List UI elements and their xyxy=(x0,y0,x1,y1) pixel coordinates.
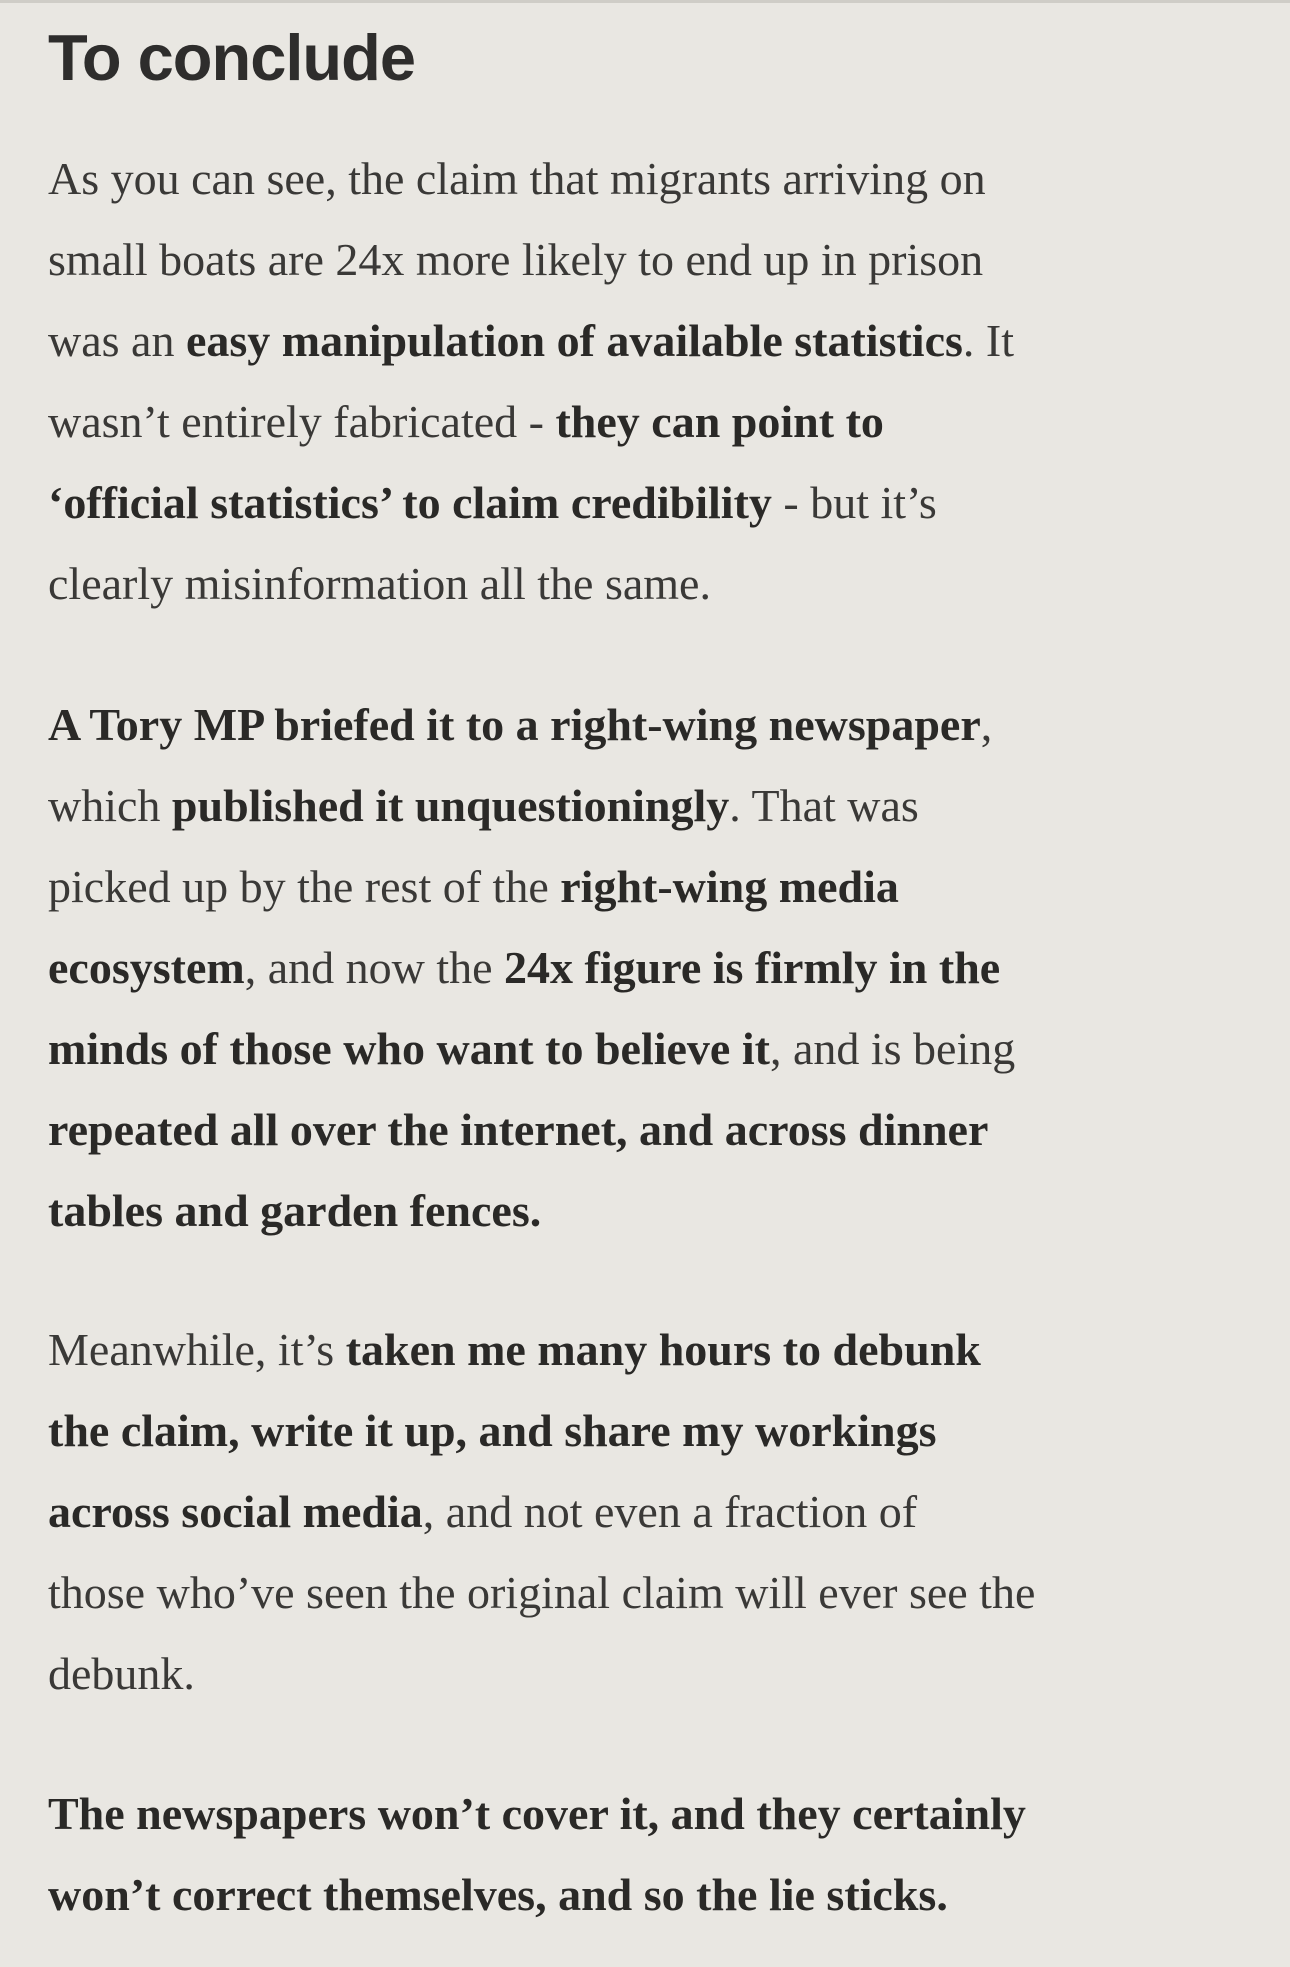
text-line xyxy=(48,684,1253,765)
paragraph-4 xyxy=(48,1773,1253,1935)
bold-text: right-wing media xyxy=(560,861,899,912)
body-text: As you can see, the claim that migrants arriving on xyxy=(48,153,986,204)
text-line xyxy=(48,1170,1253,1251)
bold-text: ecosystem xyxy=(48,942,245,993)
text-line xyxy=(48,138,1253,219)
bold-text: ‘official statistics’ to claim credibility xyxy=(48,477,772,528)
body-text: wasn’t entirely fabricated - xyxy=(48,396,556,447)
text-line xyxy=(48,1089,1253,1170)
bold-text: across social media xyxy=(48,1486,423,1537)
body-text: small boats are 24x more likely to end up in prison xyxy=(48,234,984,285)
body-text: those who’ve seen the original claim will ever see the xyxy=(48,1567,1036,1618)
text-line xyxy=(48,1390,1253,1471)
body-text: . It xyxy=(962,315,1015,366)
text-line xyxy=(48,1552,1253,1633)
body-text: was an xyxy=(48,315,186,366)
body-text: clearly misinformation all the same. xyxy=(48,558,711,609)
text-line xyxy=(48,846,1253,927)
text-line xyxy=(48,543,1253,624)
bold-text: they can point to xyxy=(555,396,884,447)
bold-text: A Tory MP briefed it to a right-wing newspaper xyxy=(48,699,981,750)
text-line xyxy=(48,381,1253,462)
text-line xyxy=(48,927,1253,1008)
bold-text: 24x figure is firmly in the xyxy=(504,942,1001,993)
text-line xyxy=(48,1633,1253,1714)
top-divider xyxy=(0,0,1290,3)
body-text: which xyxy=(48,780,172,831)
text-line xyxy=(48,219,1253,300)
body-text: , xyxy=(980,699,993,750)
text-line xyxy=(48,1471,1253,1552)
text-line xyxy=(48,765,1253,846)
bold-text: easy manipulation of available statistics xyxy=(185,315,963,366)
bold-text: minds of those who want to believe it xyxy=(48,1023,770,1074)
paragraph-1 xyxy=(48,138,1253,624)
body-text: , and now the xyxy=(244,942,505,993)
section-heading: To conclude xyxy=(48,21,415,94)
body-text: debunk. xyxy=(48,1648,195,1699)
text-line xyxy=(48,1008,1253,1089)
body-text: Meanwhile, it’s xyxy=(48,1324,346,1375)
text-line xyxy=(48,1773,1253,1854)
text-line xyxy=(48,300,1253,381)
bold-text: tables and garden fences. xyxy=(48,1185,542,1236)
paragraph-2 xyxy=(48,684,1253,1251)
bold-text: won’t correct themselves, and so the lie sticks. xyxy=(48,1869,948,1920)
text-line xyxy=(48,462,1253,543)
bold-text: taken me many hours to debunk xyxy=(345,1324,981,1375)
body-text: - but it’s xyxy=(771,477,937,528)
text-line xyxy=(48,1309,1253,1390)
body-text: picked up by the rest of the xyxy=(48,861,561,912)
bold-text: repeated all over the internet, and across dinner xyxy=(48,1104,989,1155)
bold-text: the claim, write it up, and share my workings xyxy=(48,1405,937,1456)
bold-text: published it unquestioningly xyxy=(171,780,730,831)
body-text: , and not even a fraction of xyxy=(422,1486,918,1537)
body-text: . That was xyxy=(729,780,919,831)
paragraph-3 xyxy=(48,1309,1253,1714)
bold-text: The newspapers won’t cover it, and they certainly xyxy=(48,1788,1026,1839)
body-text: , and is being xyxy=(769,1023,1016,1074)
text-line xyxy=(48,1854,1253,1935)
